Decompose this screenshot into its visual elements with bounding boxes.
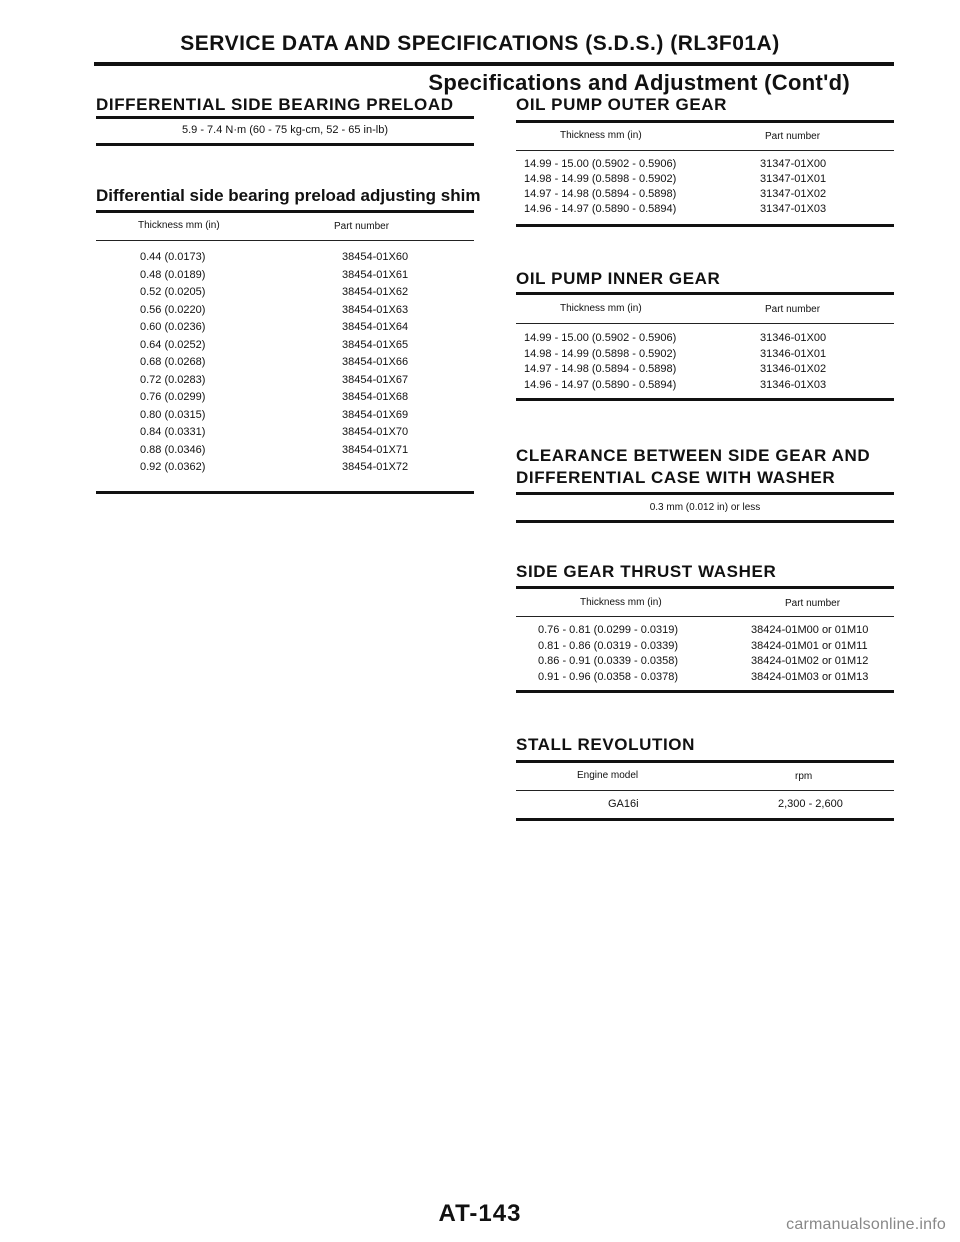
inner-gear-row-part-number: 31346-01X00 (760, 332, 827, 344)
shim-row-part-number: 38454-01X61 (342, 268, 409, 281)
page-subtitle: Specifications and Adjustment (Cont'd) (428, 70, 850, 95)
stall-col-rpm: rpm (795, 771, 813, 782)
shim-row-part-number: 38454-01X69 (342, 408, 409, 421)
stall-header-rule (516, 790, 894, 791)
outer-gear-bottom-rule (516, 224, 894, 227)
shim-row-thickness: 0.80 (0.0315) (140, 408, 206, 421)
shim-row-thickness: 0.48 (0.0189) (140, 268, 206, 281)
stall-col-engine: Engine model (577, 770, 639, 781)
shim-row-thickness: 0.72 (0.0283) (140, 373, 206, 386)
shim-row-thickness: 0.60 (0.0236) (140, 321, 206, 333)
thrust-washer-col-part: Part number (785, 598, 841, 609)
outer-gear-row-part-number: 31347-01X02 (760, 188, 827, 200)
outer-gear-row-thickness: 14.96 - 14.97 (0.5890 - 0.5894) (524, 203, 677, 215)
preload-bottom-rule (96, 143, 474, 146)
inner-gear-row-part-number: 31346-01X03 (760, 378, 827, 391)
inner-gear-row-thickness: 14.96 - 14.97 (0.5890 - 0.5894) (524, 378, 677, 391)
thrust-washer-row-thickness: 0.81 - 0.86 (0.0319 - 0.0339) (538, 639, 679, 652)
shim-top-rule (96, 210, 474, 213)
inner-gear-row-thickness: 14.99 - 15.00 (0.5902 - 0.5906) (524, 332, 677, 344)
shim-row-part-number: 38454-01X67 (342, 373, 409, 386)
clearance-title-line1: CLEARANCE BETWEEN SIDE GEAR AND (516, 446, 871, 465)
shim-row-thickness: 0.52 (0.0205) (140, 286, 206, 298)
inner-gear-top-rule (516, 292, 894, 295)
thrust-washer-row-part-number: 38424-01M02 or 01M12 (751, 655, 869, 667)
preload-value: 5.9 - 7.4 N·m (60 - 75 kg-cm, 52 - 65 in-lb) (181, 124, 388, 136)
thrust-washer-top-rule (516, 586, 894, 589)
thrust-washer-row-thickness: 0.91 - 0.96 (0.0358 - 0.0378) (538, 670, 679, 683)
shim-row-part-number: 38454-01X65 (342, 338, 409, 351)
inner-gear-col-thickness: Thickness mm (in) (560, 303, 642, 314)
thrust-washer-title: SIDE GEAR THRUST WASHER (516, 562, 777, 581)
shim-row-thickness: 0.56 (0.0220) (140, 303, 206, 316)
stall-bottom-rule (516, 818, 894, 821)
outer-gear-row-thickness: 14.98 - 14.99 (0.5898 - 0.5902) (524, 173, 677, 185)
outer-gear-col-thickness: Thickness mm (in) (560, 130, 642, 141)
watermark: carmanualsonline.info (786, 1216, 946, 1233)
outer-gear-col-part: Part number (765, 131, 821, 142)
stall-title: STALL REVOLUTION (516, 735, 695, 754)
outer-gear-header-rule (516, 150, 894, 151)
inner-gear-row-part-number: 31346-01X02 (760, 363, 827, 375)
header-rule (94, 62, 894, 66)
outer-gear-row-part-number: 31347-01X01 (760, 173, 827, 185)
shim-row-part-number: 38454-01X70 (342, 426, 409, 438)
page-number: AT-143 (438, 1200, 522, 1227)
page-header-title: SERVICE DATA AND SPECIFICATIONS (S.D.S.) (RL3F01A) (180, 32, 780, 55)
shim-row-part-number: 38454-01X60 (342, 251, 409, 263)
shim-row-thickness: 0.92 (0.0362) (140, 461, 206, 473)
thrust-washer-header-rule (516, 616, 894, 617)
inner-gear-title: OIL PUMP INNER GEAR (516, 269, 721, 288)
shim-row-thickness: 0.68 (0.0268) (140, 356, 206, 368)
outer-gear-top-rule (516, 120, 894, 123)
inner-gear-row-thickness: 14.97 - 14.98 (0.5894 - 0.5898) (524, 363, 677, 375)
stall-top-rule (516, 760, 894, 763)
preload-top-rule (96, 116, 474, 119)
shim-row-part-number: 38454-01X66 (342, 356, 409, 368)
stall-rpm: 2,300 - 2,600 (778, 798, 843, 810)
outer-gear-title: OIL PUMP OUTER GEAR (516, 95, 728, 114)
thrust-washer-row-part-number: 38424-01M00 or 01M10 (751, 624, 869, 636)
inner-gear-header-rule (516, 323, 894, 324)
clearance-bottom-rule (516, 520, 894, 523)
clearance-top-rule (516, 492, 894, 495)
shim-row-part-number: 38454-01X72 (342, 461, 409, 473)
thrust-washer-row-part-number: 38424-01M01 or 01M11 (751, 639, 868, 652)
outer-gear-row-thickness: 14.99 - 15.00 (0.5902 - 0.5906) (524, 158, 677, 170)
thrust-washer-row-thickness: 0.76 - 0.81 (0.0299 - 0.0319) (538, 624, 679, 636)
shim-title: Differential side bearing preload adjusting shim (96, 186, 481, 205)
outer-gear-row-part-number: 31347-01X03 (760, 203, 827, 215)
thrust-washer-bottom-rule (516, 690, 894, 693)
inner-gear-row-part-number: 31346-01X01 (760, 347, 827, 360)
shim-header-rule (96, 240, 474, 241)
preload-title: DIFFERENTIAL SIDE BEARING PRELOAD (96, 95, 454, 114)
thrust-washer-row-part-number: 38424-01M03 or 01M13 (751, 670, 869, 683)
shim-row-thickness: 0.64 (0.0252) (140, 338, 206, 351)
shim-row-part-number: 38454-01X64 (342, 321, 409, 333)
shim-bottom-rule (96, 491, 474, 494)
shim-row-part-number: 38454-01X63 (342, 303, 409, 316)
inner-gear-col-part: Part number (765, 304, 821, 315)
shim-col-thickness: Thickness mm (in) (138, 220, 220, 231)
thrust-washer-row-thickness: 0.86 - 0.91 (0.0339 - 0.0358) (538, 655, 679, 667)
shim-row-part-number: 38454-01X71 (342, 443, 409, 456)
shim-row-thickness: 0.88 (0.0346) (140, 443, 206, 456)
shim-row-part-number: 38454-01X62 (342, 286, 409, 298)
clearance-title-line2: DIFFERENTIAL CASE WITH WASHER (516, 468, 836, 487)
shim-row-thickness: 0.76 (0.0299) (140, 391, 206, 403)
shim-col-part: Part number (334, 221, 390, 232)
outer-gear-row-thickness: 14.97 - 14.98 (0.5894 - 0.5898) (524, 188, 677, 200)
clearance-value: 0.3 mm (0.012 in) or less (649, 502, 761, 513)
inner-gear-row-thickness: 14.98 - 14.99 (0.5898 - 0.5902) (524, 347, 677, 360)
shim-row-thickness: 0.44 (0.0173) (140, 251, 206, 263)
shim-row-thickness: 0.84 (0.0331) (140, 426, 206, 438)
inner-gear-bottom-rule (516, 398, 894, 401)
shim-row-part-number: 38454-01X68 (342, 391, 409, 403)
thrust-washer-col-thickness: Thickness mm (in) (580, 597, 662, 608)
outer-gear-row-part-number: 31347-01X00 (760, 158, 827, 170)
stall-engine: GA16i (608, 798, 639, 810)
